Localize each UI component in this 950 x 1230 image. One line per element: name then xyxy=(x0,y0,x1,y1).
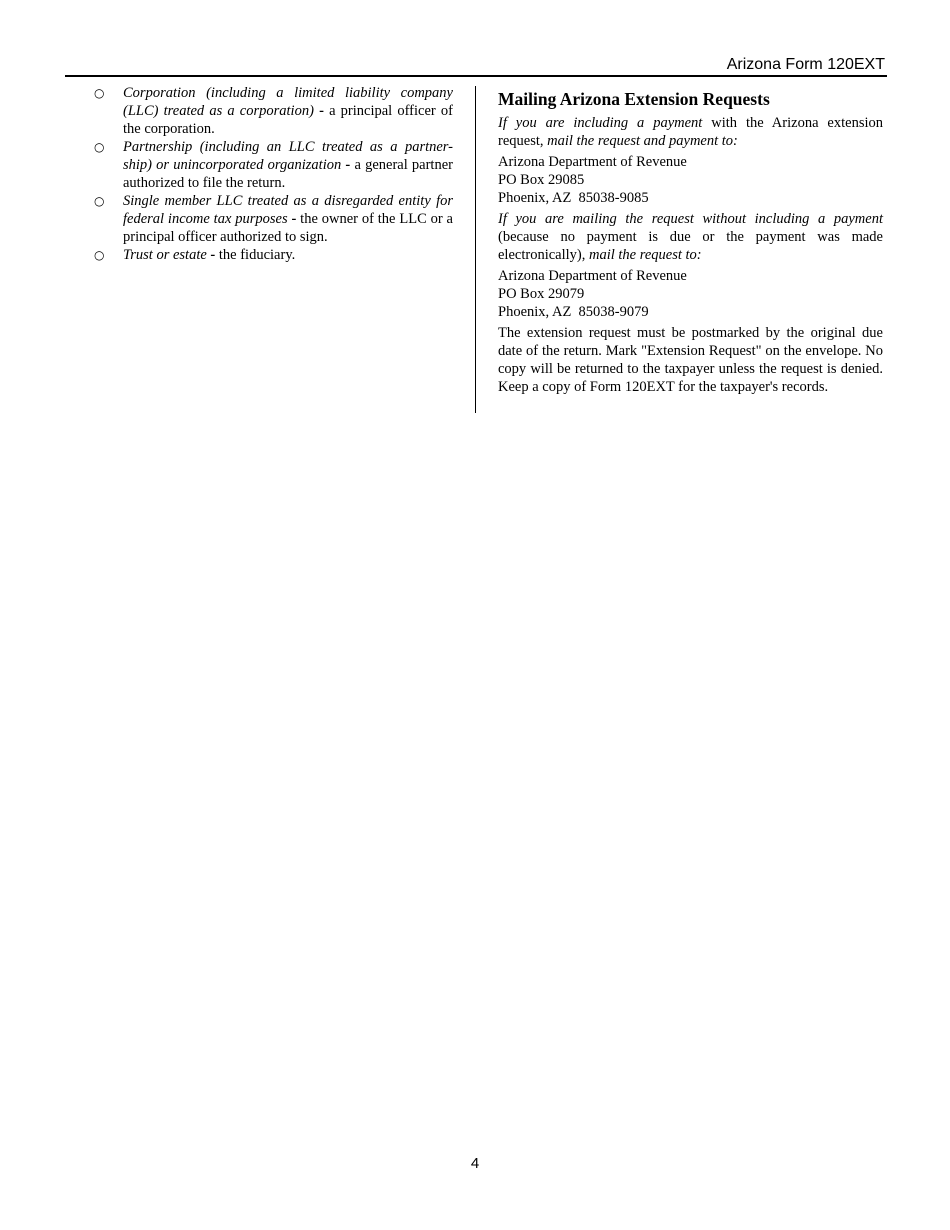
entity-type: Corporation (including a limited liability company (LLC) treated as a corporation) xyxy=(123,85,453,119)
list-item-trust-estate xyxy=(93,246,453,264)
address-line: Arizona Department of Revenue xyxy=(498,154,687,170)
address-line: PO Box 29079 xyxy=(498,286,585,302)
address-line: Phoenix, AZ 85038-9079 xyxy=(498,304,649,320)
italic-text: If you are including a payment xyxy=(498,115,703,131)
signer-description: the fiduciary. xyxy=(218,247,296,263)
entity-type: Trust or estate xyxy=(123,247,207,263)
bullet-icon: ○ xyxy=(94,86,105,100)
signer-description: the owner of the LLC or a principal officer authorized to sign. xyxy=(123,211,453,245)
page-number: 4 xyxy=(470,1155,480,1172)
signer-description: a principal officer of the corporation. xyxy=(123,103,453,137)
bullet-icon: ○ xyxy=(94,140,105,154)
dash: - xyxy=(206,247,219,263)
signer-description: a general partner authorized to file the return. xyxy=(123,157,453,191)
form-title: Arizona Form 120EXT xyxy=(726,56,885,73)
without-payment-instructions xyxy=(498,210,883,264)
plain-text: with the Arizona extension request, xyxy=(498,115,883,149)
column-divider xyxy=(475,86,476,413)
list-item-corporation xyxy=(93,84,453,138)
section-heading: Mailing Arizona Extension Requests xyxy=(498,89,770,109)
address-line: Phoenix, AZ 85038-9085 xyxy=(498,190,649,206)
postmark-paragraph: The extension request must be postmarked by the original due date of the return. Mark "Extension Request" on the envelope. No copy will be returned to the taxpayer unless the request is denied. Keep a copy of Form 120EXT for the taxpayer's records. xyxy=(498,325,883,395)
italic-text: mail the request and payment to: xyxy=(547,133,738,149)
italic-text: If you are mailing the request without including a payment xyxy=(498,211,883,227)
address-line: PO Box 29085 xyxy=(498,172,585,188)
list-item-single-member-llc xyxy=(93,192,453,246)
header-rule xyxy=(65,75,887,77)
dash: - xyxy=(341,157,355,173)
entity-type: Single member LLC treated as a disregarded entity for federal income tax purposes xyxy=(123,193,453,227)
address-line: Arizona Department of Revenue xyxy=(498,268,687,284)
no-payment-address xyxy=(498,267,883,321)
mailing-section xyxy=(498,88,883,399)
bullet-icon: ○ xyxy=(94,194,105,208)
list-item-partnership xyxy=(93,138,453,192)
entity-type: Partnership (including an LLC treated as a partner-ship) or unincorporated organization xyxy=(123,139,453,173)
italic-text: mail the request to: xyxy=(588,247,702,263)
payment-address xyxy=(498,153,883,207)
bullet-icon: ○ xyxy=(94,248,105,262)
dash: - xyxy=(313,103,330,119)
plain-text: (because no payment is due or the payment was made electronically), xyxy=(498,229,883,263)
signer-list xyxy=(93,84,453,264)
with-payment-instructions xyxy=(498,114,883,150)
dash: - xyxy=(287,211,301,227)
